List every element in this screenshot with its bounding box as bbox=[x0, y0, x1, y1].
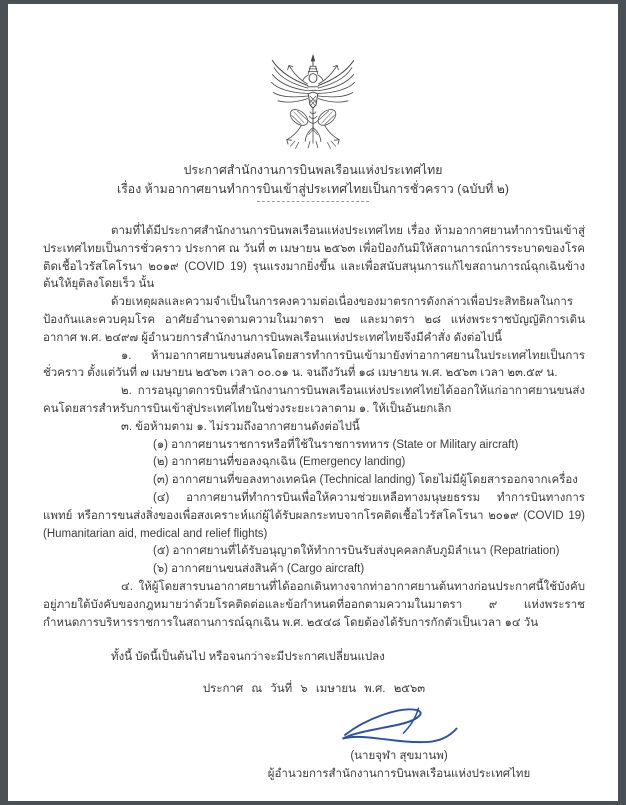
clause-3-sub-3: (๓) อากาศยานที่ขอลงทางเทคนิค (Technical landing) โดยไม่มีผู้โดยสารออกจากเครื่อง bbox=[153, 474, 578, 487]
title-line-1: ประกาศสำนักงานการบินพลเรือนแห่งประเทศไทย bbox=[183, 163, 443, 177]
signer-position: ผู้อำนวยการสำนักงานการบินพลเรือนแห่งประเทศไทย bbox=[267, 767, 531, 780]
paragraph-preamble-1: ตามที่ได้มีประกาศสำนักงานการบินพลเรือนแห่งประเทศไทย เรื่อง ห้ามอากาศยานทำการบินเข้าสู่ประเทศไทยเป็นการชั่วคราว ประกาศ ณ วันที่ ๓ เมษายน ๒๕๖๓ เพื่อป้องกันมิให้สถานการณ์การระบาดของโรคติดเชื้อไวรัสโคโรนา ๒๐๑๙ (COVID 19) รุนแรงมากยิ่งขึ้น และเพื่อสนับสนุนการแก้ไขสถานการณ์ฉุกเฉินข้างต้นให้ยุติลงโดยเร็ว นั้น bbox=[43, 225, 585, 291]
clause-3-sub-6: (๖) อากาศยานขนส่งสินค้า (Cargo aircraft) bbox=[153, 563, 365, 576]
dateline: ประกาศ ณ วันที่ ๖ เมษายน พ.ศ. ๒๕๖๓ bbox=[202, 683, 426, 696]
signature-ink-icon bbox=[324, 703, 474, 749]
garuda-emblem-icon bbox=[269, 54, 357, 152]
clause-3-sub-2: (๒) อากาศยานที่ขอลงฉุกเฉิน (Emergency landing) bbox=[153, 456, 406, 469]
clause-3: ๓. ข้อห้ามตาม ๑. ไม่รวมถึงอากาศยานดังต่อไปนี้ bbox=[121, 420, 360, 433]
clause-4: ๔. ให้ผู้โดยสารบนอากาศยานที่ได้ออกเดินทางจากท่าอากาศยานต้นทางก่อนประกาศนี้ใช้บังคับอยู่ภายใต้บังคับของกฎหมายว่าด้วยโรคติดต่อและข้อกำหนดที่ออกตามความในมาตรา ๙ แห่งพระราชกำหนดการบริหารราชการในสถานการณ์ฉุกเฉิน พ.ศ. ๒๕๔๘ โดยต้องได้รับการกักตัวเป็นเวลา ๑๔ วัน bbox=[43, 580, 585, 629]
title-divider bbox=[257, 201, 369, 202]
signature-block bbox=[128, 703, 618, 783]
closing-statement: ทั้งนี้ บัดนี้เป็นต้นไป หรือจนกว่าจะมีประกาศเปลี่ยนแปลง bbox=[111, 651, 385, 664]
paragraph-preamble-2: ด้วยเหตุผลและความจำเป็นในการคงความต่อเนื่องของมาตรการดังกล่าวเพื่อประสิทธิผลในการป้องกันและควบคุมโรค อาศัยอำนาจตามความในมาตรา ๒๗ และมาตรา ๒๘ แห่งพระราชบัญญัติการเดินอากาศ พ.ศ. ๒๔๙๗ ผู้อำนวยการสำนักงานการบินพลเรือนแห่งประเทศไทยจึงมีคำสั่ง ดังต่อไปนี้ bbox=[43, 296, 585, 344]
clause-3-sub-1: (๑) อากาศยานราชการหรือที่ใช้ในราชการทหาร (State or Military aircraft) bbox=[153, 438, 519, 451]
clause-3-sub-4: (๔) อากาศยานที่ทำการบินเพื่อให้ความช่วยเหลือทางมนุษยธรรม ทำการบินทางการแพทย์ หรือการขนส่งสิ่งของเพื่อสงเคราะห์แก่ผู้ได้รับผลกระทบจากโรคติดเชื้อไวรัสโคโรนา ๒๐๑๙ (COVID 19) (Humanitarian aid, medical and relief flights) bbox=[43, 491, 585, 540]
clause-2: ๒. การอนุญาตการบินที่สำนักงานการบินพลเรือนแห่งประเทศไทยได้ออกให้แก่อากาศยานขนส่งคนโดยสารสำหรับการบินเข้าสู่ประเทศไทยในช่วงระยะเวลาตาม ๑. ให้เป็นอันยกเลิก bbox=[43, 385, 585, 415]
document-page bbox=[8, 4, 618, 801]
document-title bbox=[8, 161, 618, 198]
document-body bbox=[8, 223, 618, 783]
clause-3-sub-5: (๕) อากาศยานที่ได้รับอนุญาตให้ทำการบินรับส่งบุคคลกลับภูมิลำเนา (Repatriation) bbox=[153, 545, 560, 558]
clause-1: ๑. ห้ามอากาศยานขนส่งคนโดยสารทำการบินเข้ามายังท่าอากาศยานในประเทศไทยเป็นการชั่วคราว ตั้งแต่วันที่ ๗ เมษายน ๒๕๖๓ เวลา ๐๐.๐๑ น. จนถึงวันที่ ๑๘ เมษายน พ.ศ. ๒๕๖๓ เวลา ๒๓.๕๙ น. bbox=[43, 349, 585, 380]
title-line-2: เรื่อง ห้ามอากาศยานทำการบินเข้าสู่ประเทศไทยเป็นการชั่วคราว (ฉบับที่ ๒) bbox=[117, 181, 509, 196]
signer-name: (นายจุฬา สุขมานพ) bbox=[350, 749, 448, 762]
emblem-container bbox=[8, 4, 618, 152]
